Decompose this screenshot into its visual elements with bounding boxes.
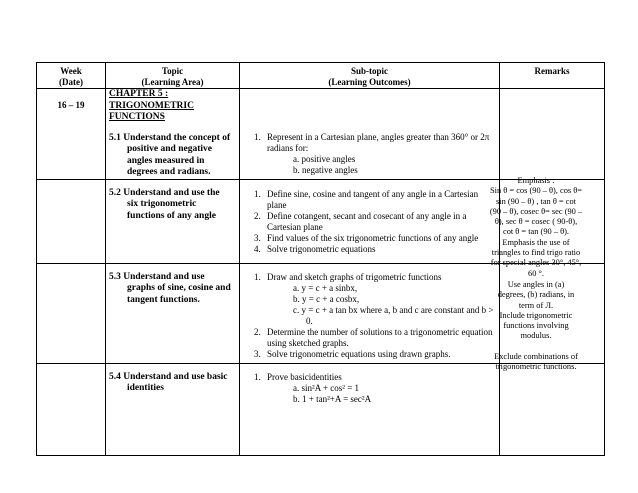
list-item: 2. Determine the number of solutions to a trigonometric equation using sketched graphs. <box>263 327 496 349</box>
subtopic-cell <box>240 179 500 263</box>
week-cell <box>37 263 106 363</box>
topic-cell <box>106 179 240 263</box>
remarks-text-block: Emphasis : Sin θ = cos (90 – θ), cos θ= sin (90 – θ) , tan θ = cot (90 – θ), cosec θ= sec (90 – θ), sec θ = cosec ( 90-θ), cot θ = tan (90 – θ). Emphasis the use of triangles to find trigo ratio for special angles 30°, 45°, 60 °. Use angles in (a) degrees, (b) radians, in term of Л. Include trigonometric functions involving modulus. Exclude combinations of trigonometric functions. <box>489 176 583 372</box>
header-week: Week (Date) <box>37 63 106 89</box>
list-item: 3. Find values of the six trigonometric functions of any angle <box>263 233 496 244</box>
learning-area-5-1: 5.1 Understand the concept of positive and negative angles measured in degrees and radians. <box>109 132 231 177</box>
outcome-list-5-3 <box>243 272 496 360</box>
topic-cell <box>106 263 240 363</box>
week-cell <box>37 89 106 180</box>
table-row <box>37 363 605 455</box>
learning-area-5-2: 5.2 Understand and use the six trigonometric functions of any angle <box>109 187 220 221</box>
outcome-list-5-2 <box>243 189 496 255</box>
header-remarks: Remarks <box>500 63 605 89</box>
remarks-cell <box>500 363 605 455</box>
list-item: 1. Define sine, cosine and tangent of any angle in a Cartesian plane <box>263 189 496 211</box>
header-subtopic: Sub-topic (Learning Outcomes) <box>240 63 500 89</box>
subtopic-cell <box>240 89 500 180</box>
outcome-list-5-4 <box>243 372 496 405</box>
topic-cell <box>106 363 240 455</box>
list-item: 1. Draw and sketch graphs of trigometric functions a. y = c + a sinbx, b. y = c + a cosbx, c. y = c + a tan bx where a, b and c are constant and b > 0. <box>263 272 496 327</box>
subtopic-cell <box>240 263 500 363</box>
outcome-list-5-1 <box>243 132 496 176</box>
subtopic-cell <box>240 363 500 455</box>
header-row <box>37 63 605 89</box>
chapter-title: CHAPTER 5 : TRIGONOMETRIC FUNCTIONS <box>109 89 194 122</box>
topic-cell <box>106 89 240 180</box>
table-row <box>37 89 605 180</box>
list-item: 1. Represent in a Cartesian plane, angles greater than 360° or 2π radians for: a. positive angles b. negative angles <box>263 132 496 176</box>
list-item: 4. Solve trigonometric equations <box>263 244 496 255</box>
remarks-cell <box>500 89 605 180</box>
header-topic: Topic (Learning Area) <box>106 63 240 89</box>
week-cell <box>37 363 106 455</box>
list-item: 1. Prove basicidentities a. sin²A + cos² = 1 b. 1 + tan²+A = sec²A <box>263 372 496 405</box>
learning-area-5-4: 5.4 Understand and use basic identities <box>109 371 228 393</box>
learning-area-5-3: 5.3 Understand and use graphs of sine, cosine and tangent functions. <box>109 271 231 305</box>
list-item: 2. Define cotangent, secant and cosecant of any angle in a Cartesian plane <box>263 211 496 233</box>
week-cell <box>37 179 106 263</box>
list-item: 3. Solve trigonometric equations using drawn graphs. <box>263 349 496 360</box>
week-range: 16 – 19 <box>57 100 85 110</box>
